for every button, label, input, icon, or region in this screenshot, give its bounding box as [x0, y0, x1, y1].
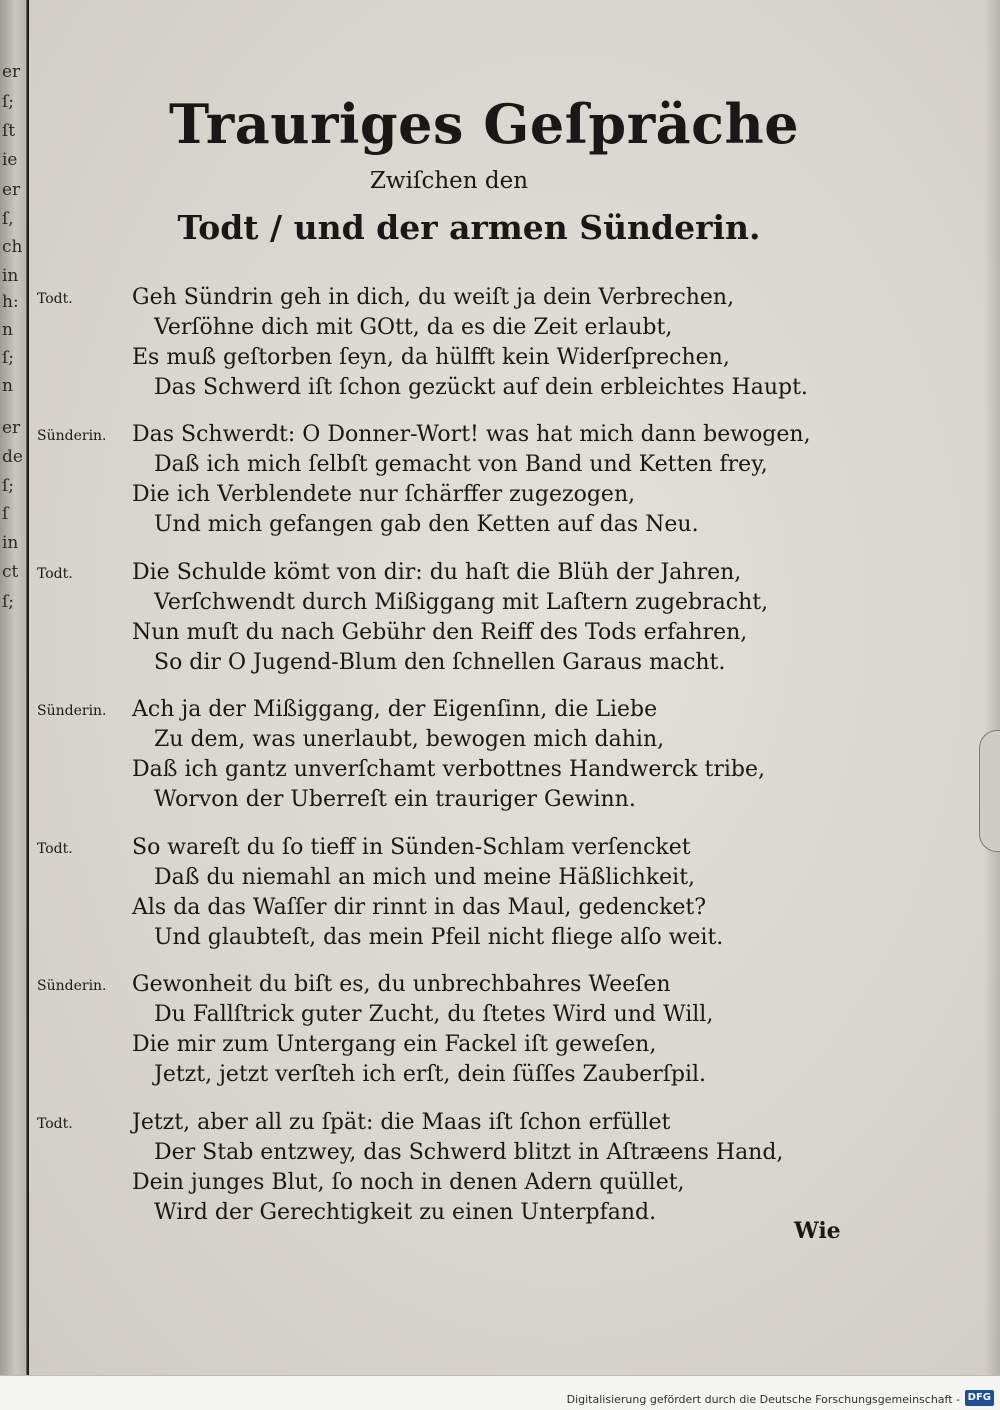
speaker-label: Sünderin.: [37, 978, 107, 994]
edge-glyph: ſ;: [2, 476, 15, 496]
edge-glyph: ſ,: [2, 209, 14, 229]
verse-line: Und mich gefangen gab den Ketten auf das Neu.: [154, 512, 699, 537]
speaker-label: Todt.: [37, 841, 73, 857]
verse-line: Das Schwerd iſt ſchon gezückt auf dein erbleichtes Haupt.: [154, 375, 808, 400]
stanza-2: [29, 422, 1000, 552]
verse-line: Die ich Verblendete nur ſchärffer zugezogen,: [132, 482, 636, 507]
edge-glyph: er: [2, 62, 21, 82]
verse-line: Und glaubteſt, das mein Pfeil nicht fliege alſo weit.: [154, 925, 724, 950]
verse-line: Der Stab entzwey, das Schwerd blitzt in Aſtræens Hand,: [154, 1140, 784, 1165]
stanza-7: [29, 1110, 1000, 1240]
edge-glyph: ct: [2, 562, 19, 582]
edge-glyph: ſ;: [2, 592, 15, 612]
page-title: Trauriges Geſpräche: [169, 92, 800, 156]
edge-glyph: ie: [2, 150, 18, 170]
catchword: Wie: [794, 1218, 841, 1244]
verse-line: Wird der Gerechtigkeit zu einen Unterpfand.: [154, 1200, 657, 1225]
verse-line: Die mir zum Untergang ein Fackel iſt geweſen,: [132, 1032, 657, 1057]
speaker-label: Sünderin.: [37, 703, 107, 719]
verse-line: Worvon der Uberreſt ein trauriger Gewinn.: [154, 787, 636, 812]
edge-glyph: in: [2, 533, 19, 553]
speaker-label: Todt.: [37, 1116, 73, 1132]
speaker-label: Sünderin.: [37, 428, 107, 444]
edge-glyph: ſ;: [2, 348, 15, 368]
verse-line: Ach ja der Mißiggang, der Eigenſinn, die Liebe: [132, 697, 658, 722]
verse-line: Du Fallſtrick guter Zucht, du ſtetes Wird und Will,: [154, 1002, 714, 1027]
funding-credit: Digitalisierung gefördert durch die Deutsche Forschungsgemeinschaft -: [566, 1393, 960, 1406]
stanza-6: [29, 972, 1000, 1102]
verse-line: Verſchwendt durch Mißiggang mit Laſtern zugebracht,: [154, 590, 769, 615]
verse-line: Daß ich mich ſelbſt gemacht von Band und Ketten frey,: [154, 452, 768, 477]
verse-line: Die Schulde kömt von dir: du haſt die Blüh der Jahren,: [132, 560, 742, 585]
verse-line: Es muß geſtorben ſeyn, da hülfft kein Widerſprechen,: [132, 345, 730, 370]
verse-line: So wareſt du ſo tieff in Sünden-Schlam verſencket: [132, 835, 691, 860]
verse-line: So dir O Jugend-Blum den ſchnellen Garaus macht.: [154, 650, 726, 675]
page-subtitle-small: Zwiſchen den: [369, 168, 529, 194]
stanza-5: [29, 835, 1000, 965]
edge-glyph: ſ: [2, 504, 9, 524]
speaker-label: Todt.: [37, 566, 73, 582]
verse-line: Als da das Waſſer dir rinnt in das Maul, gedencket?: [132, 895, 707, 920]
edge-glyph: ſt: [2, 121, 16, 141]
scanned-page: [27, 0, 1000, 1375]
edge-glyph: de: [2, 447, 23, 467]
verse-line: Daß du niemahl an mich und meine Häßlichkeit,: [154, 865, 696, 890]
edge-glyph: ch: [2, 237, 23, 257]
verse-line: Daß ich gantz unverſchamt verbottnes Handwerck tribe,: [132, 757, 766, 782]
stanza-3: [29, 560, 1000, 690]
verse-line: Gewonheit du biſt es, du unbrechbahres Weeſen: [132, 972, 671, 997]
edge-glyph: n: [2, 376, 13, 396]
verse-line: Verſöhne dich mit GOtt, da es die Zeit erlaubt,: [154, 315, 673, 340]
previous-page-edge: [0, 0, 27, 1375]
dfg-logo-icon: DFG: [965, 1390, 994, 1406]
verse-line: Nun muſt du nach Gebühr den Reiff des Tods erfahren,: [132, 620, 748, 645]
stanza-4: [29, 697, 1000, 827]
edge-glyph: h:: [2, 292, 19, 312]
edge-glyph: er: [2, 180, 21, 200]
page-subtitle-large: Todt / und der armen Sünderin.: [177, 208, 761, 247]
edge-glyph: ſ;: [2, 92, 15, 112]
stanza-1: [29, 285, 1000, 415]
verse-line: Dein junges Blut, ſo noch in denen Adern quüllet,: [132, 1170, 685, 1195]
verse-line: Jetzt, aber all zu ſpät: die Maas iſt ſchon erfüllet: [132, 1110, 671, 1135]
edge-glyph: n: [2, 320, 13, 340]
verse-line: Das Schwerdt: O Donner-Wort! was hat mich dann bewogen,: [132, 422, 811, 447]
speaker-label: Todt.: [37, 291, 73, 307]
verse-line: Jetzt, jetzt verſteh ich erſt, dein ſüſſes Zauberſpil.: [154, 1062, 707, 1087]
edge-glyph: in: [2, 266, 19, 286]
verse-line: Geh Sündrin geh in dich, du weiſt ja dein Verbrechen,: [132, 285, 735, 310]
verse-line: Zu dem, was unerlaubt, bewogen mich dahin,: [154, 727, 665, 752]
edge-glyph: er: [2, 418, 21, 438]
